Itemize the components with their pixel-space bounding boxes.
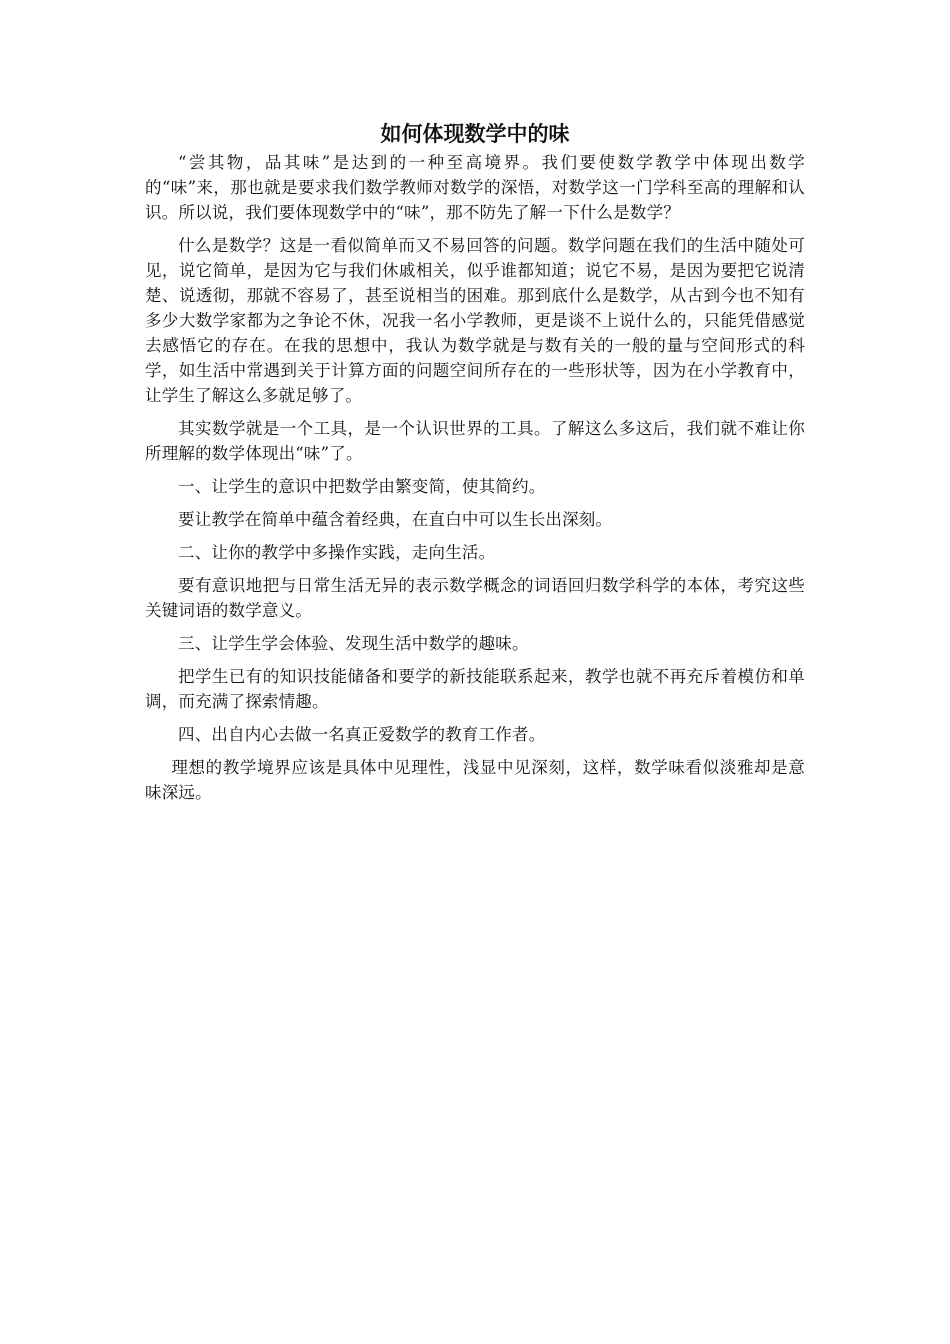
heading-point-three: 三、让学生学会体验、发现生活中数学的趣味。: [178, 634, 529, 653]
paragraph-point-one: 要让教学在简单中蕴含着经典，在直白中可以生长出深刻。: [178, 510, 613, 529]
paragraph-what-is-math: 什么是数学？这是一看似简单而又不易回答的问题。数学问题在我们的生活中随处可见，说它简单，是因为它与我们休戚相关，似乎谁都知道；说它不易，是因为要把它说清楚、说透彻，那就不容易了，甚至说相当的困难。那到底什么是数学，从古到今也不知有多少大数学家都为之争论不休，况我一名小学教师，更是谈不上说什么的，只能凭借感觉去感悟它的存在。在我的思想中，我认为数学就是与数有关的一般的量与空间形式的科学，如生活中常遇到关于计算方面的问题空间所存在的一些形状等，因为在小学教育中，让学生了解这么多就足够了。: [145, 236, 805, 405]
paragraph-point-two: 要有意识地把与日常生活无异的表示数学概念的词语回归数学科学的本体，考究这些关键词语的数学意义。: [145, 576, 805, 620]
paragraph-intro: “尝其物，品其味”是达到的一种至高境界。我们要使数学教学中体现出数学的“味”来，那也就是要求我们数学教师对数学的深悟，对数学这一门学科至高的理解和认识。所以说，我们要体现数学中的“味”，那不防先了解一下什么是数学？: [145, 153, 805, 222]
paragraph-point-three: 把学生已有的知识技能储备和要学的新技能联系起来，教学也就不再充斥着模仿和单调，而充满了探索情趣。: [145, 667, 805, 711]
heading-point-one: 一、让学生的意识中把数学由繁变简，使其简约。: [178, 477, 546, 496]
paragraph-conclusion: 理想的教学境界应该是具体中见理性，浅显中见深刻，这样，数学味看似淡雅却是意味深远。: [145, 758, 805, 802]
paragraph-math-tool: 其实数学就是一个工具，是一个认识世界的工具。了解这么多这后，我们就不难让你所理解的数学体现出“味”了。: [145, 419, 805, 463]
document-body: [145, 118, 805, 813]
heading-point-four: 四、出自内心去做一名真正爱数学的教育工作者。: [178, 725, 546, 744]
document-title: 如何体现数学中的味: [380, 121, 570, 146]
heading-point-two: 二、让你的教学中多操作实践，走向生活。: [178, 543, 496, 562]
